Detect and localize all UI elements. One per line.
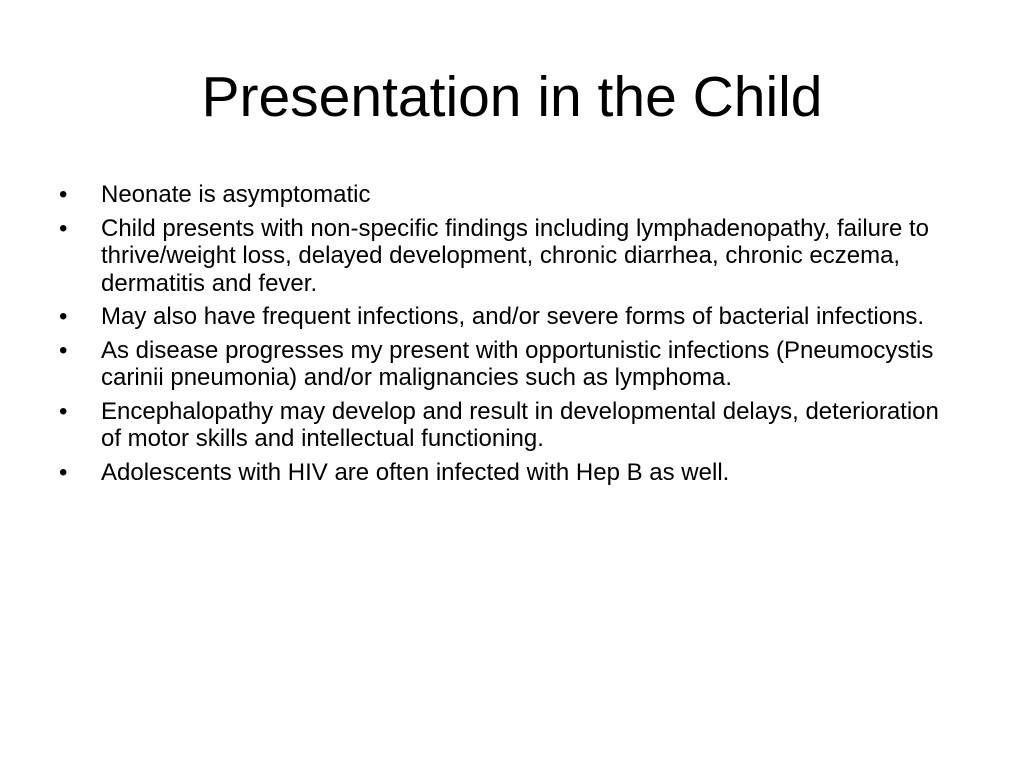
bullet-icon: • (59, 336, 68, 364)
bullet-text: May also have frequent infections, and/or severe forms of bacterial infections. (101, 303, 925, 330)
slide-title: Presentation in the Child (201, 65, 823, 129)
bullet-icon: • (59, 303, 68, 330)
list-item (56, 337, 956, 392)
list-item (56, 459, 956, 487)
bullet-list (56, 181, 956, 492)
list-item (56, 303, 956, 331)
bullet-icon: • (59, 214, 68, 242)
bullet-text: Neonate is asymptomatic (101, 181, 371, 208)
bullet-text: Adolescents with HIV are often infected with Hep B as well. (101, 458, 730, 486)
list-item (56, 181, 956, 209)
bullet-text: Encephalopathy may develop and result in developmental delays, deterioration of motor skills and intellectual functioning. (101, 397, 939, 452)
list-item (56, 215, 956, 298)
bullet-text: As disease progresses my present with opportunistic infections (Pneumocystis carinii pneumonia) and/or malignancies such as lymphoma. (101, 336, 934, 391)
bullet-icon: • (59, 397, 68, 425)
bullet-text: Child presents with non-specific findings including lymphadenopathy, failure to thrive/weight loss, delayed development, chronic diarrhea, chronic eczema, dermatitis and fever. (101, 214, 930, 297)
list-item (56, 398, 956, 453)
bullet-icon: • (59, 458, 68, 486)
bullet-icon: • (59, 181, 68, 208)
